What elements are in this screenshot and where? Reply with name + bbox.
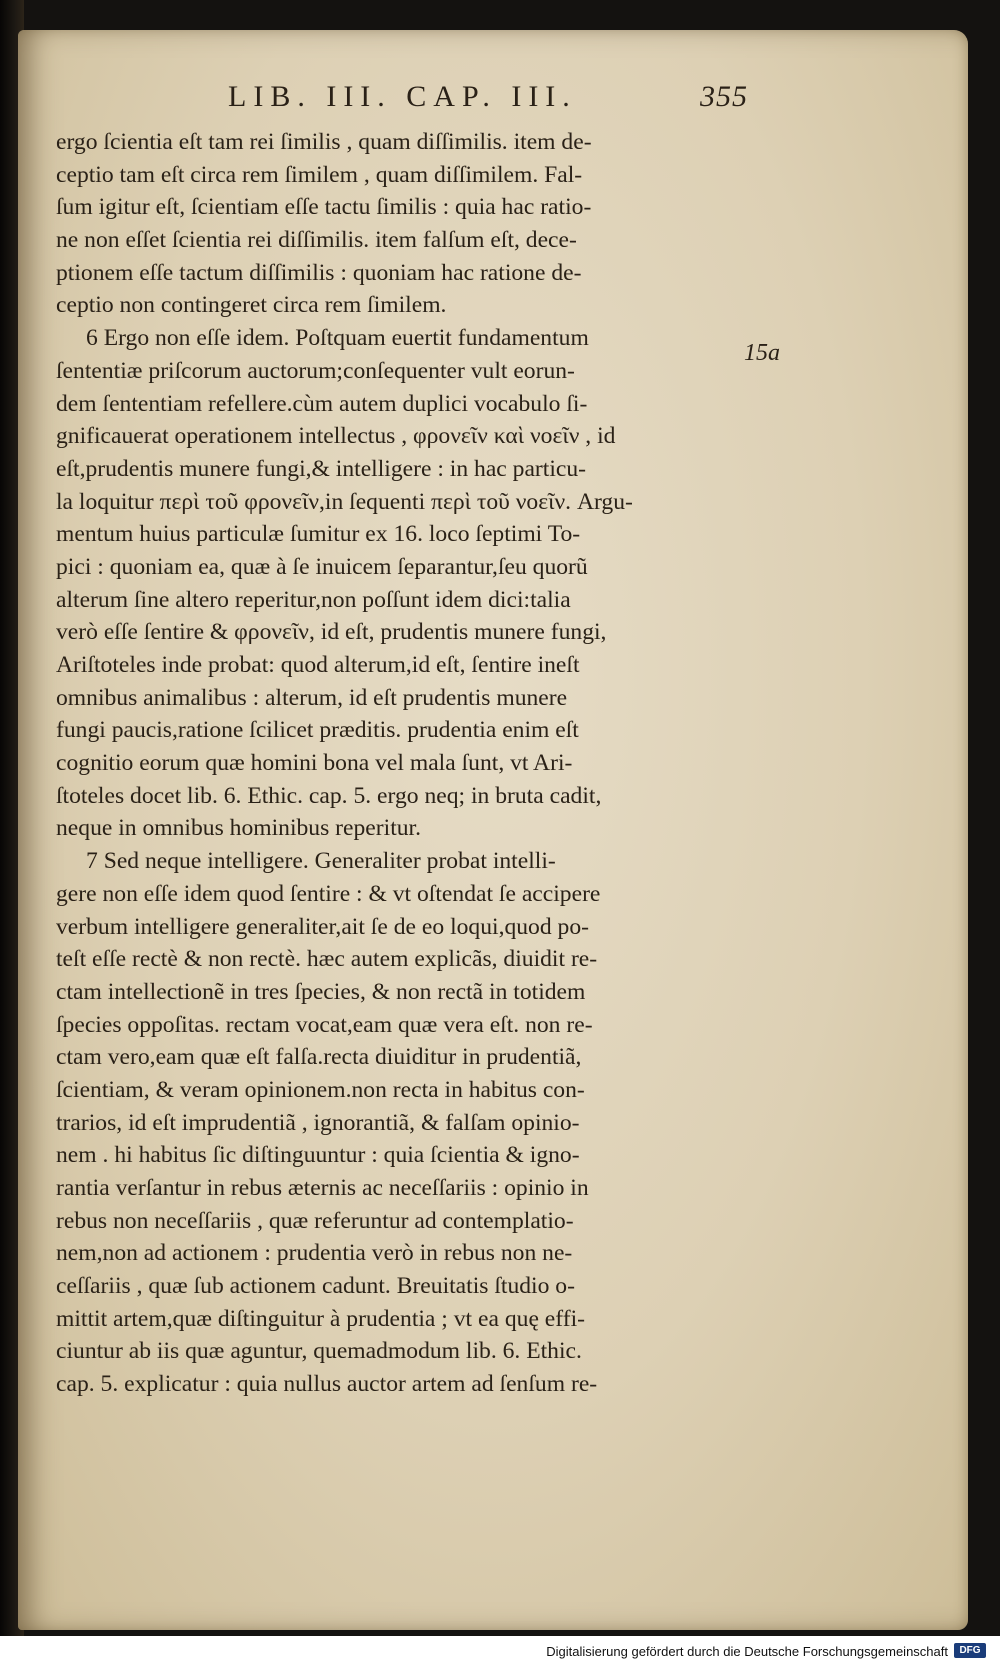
text-line: ciuntur ab iis quæ aguntur, quemadmodum lib. 6. Ethic. bbox=[56, 1338, 582, 1365]
text-line: la loquitur περὶ τοῦ φρονεῖν,in ſequenti περὶ τοῦ νοεῖν. Argu- bbox=[56, 488, 633, 515]
text-line: alterum ſine altero reperitur,non poſſunt idem dici:talia bbox=[56, 586, 571, 613]
text-line: verbum intelligere generaliter,ait ſe de eo loqui,quod po- bbox=[56, 913, 590, 940]
dfg-logo: DFG bbox=[954, 1643, 986, 1658]
text-line: teſt eſſe rectè & non rectè. hæc autem explicãs, diuidit re- bbox=[56, 946, 598, 973]
funding-credit: Digitalisierung gefördert durch die Deutsche Forschungsgemeinschaft bbox=[546, 1644, 948, 1659]
text-line: Ariſtoteles inde probat: quod alterum,id eſt, ſentire ineſt bbox=[56, 652, 580, 678]
text-line: neque in omnibus hominibus reperitur. bbox=[56, 815, 422, 842]
text-line: dem ſententiam refellere.cùm autem duplici vocabulo ſi- bbox=[56, 390, 588, 417]
text-line: mittit artem,quæ diſtinguitur à prudentia ; vt ea quę effi- bbox=[56, 1305, 585, 1332]
text-line: nem,non ad actionem : prudentia verò in rebus non ne- bbox=[56, 1240, 573, 1267]
text-line: ctam intellectionẽ in tres ſpecies, & non rectã in totidem bbox=[56, 978, 586, 1005]
text-line: ſententiæ priſcorum auctorum;conſequenter vult eorun- bbox=[56, 357, 575, 384]
running-head: LIB. III. CAP. III. bbox=[228, 80, 577, 113]
text-line: ſcientiam, & veram opinionem.non recta in habitus con- bbox=[56, 1076, 585, 1103]
text-line: ſum igitur eſt, ſcientiam eſſe tactu ſimilis : quia hac ratio- bbox=[56, 194, 592, 221]
text-line-section-start: 6 Ergo non eſſe idem. Poſtquam euertit fundamentum bbox=[86, 325, 589, 352]
page-number: 355 bbox=[700, 80, 748, 113]
running-header bbox=[228, 80, 748, 114]
text-line: fungi paucis,ratione ſcilicet præditis. prudentia enim eſt bbox=[56, 717, 579, 744]
text-line: pici : quoniam ea, quæ à ſe inuicem ſeparantur,ſeu quorũ bbox=[56, 553, 588, 580]
text-line: ne non eſſet ſcientia rei diſſimilis. item falſum eſt, dece- bbox=[56, 227, 577, 254]
text-line: ſtoteles docet lib. 6. Ethic. cap. 5. ergo neq; in bruta cadit, bbox=[56, 782, 602, 809]
text-line: ergo ſcientia eſt tam rei ſimilis , quam diſſimilis. item de- bbox=[56, 129, 592, 155]
text-line: trarios, id eſt imprudentiã , ignorantiã, & falſam opinio- bbox=[56, 1109, 580, 1136]
text-line: ceptio tam eſt circa rem ſimilem , quam diſſimilem. Fal- bbox=[56, 161, 583, 188]
text-line: nem . hi habitus ſic diſtinguuntur : quia ſcientia & igno- bbox=[56, 1142, 580, 1169]
text-line-section-start: 7 Sed neque intelligere. Generaliter probat intelli- bbox=[86, 848, 556, 875]
text-line: ſpecies oppoſitas. rectam vocat,eam quæ vera eſt. non re- bbox=[56, 1011, 593, 1038]
text-line: verò eſſe ſentire & φρονεῖν, id eſt, prudentis munere fungi, bbox=[56, 619, 607, 646]
text-line: rantia verſantur in rebus æternis ac neceſſariis : opinio in bbox=[56, 1175, 589, 1201]
text-line: rebus non neceſſariis , quæ referuntur ad contemplatio- bbox=[56, 1207, 574, 1234]
text-line: eſt,prudentis munere fungi,& intelligere : in hac particu- bbox=[56, 455, 587, 482]
text-line: mentum huius particulæ ſumitur ex 16. loco ſeptimi To- bbox=[56, 521, 581, 548]
text-line: gnificauerat operationem intellectus , φρονεῖν καὶ νοεῖν , id bbox=[56, 423, 616, 450]
text-line: omnibus animalibus : alterum, id eſt prudentis munere bbox=[56, 684, 568, 711]
book-page bbox=[18, 30, 968, 1630]
text-line: cap. 5. explicatur : quia nullus auctor artem ad ſenſum re- bbox=[56, 1371, 598, 1398]
text-line: cognitio eorum quæ homini bona vel mala ſunt, vt Ari- bbox=[56, 750, 573, 777]
text-line: ptionem eſſe tactum diſſimilis : quoniam hac ratione de- bbox=[56, 259, 582, 286]
margin-note: 15a bbox=[744, 340, 780, 366]
body-text bbox=[56, 126, 701, 1401]
text-line: ctam vero,eam quæ eſt falſa.recta diuiditur in prudentiã, bbox=[56, 1044, 582, 1071]
text-line: ceſſariis , quæ ſub actionem cadunt. Breuitatis ſtudio o- bbox=[56, 1273, 575, 1300]
digitization-footer bbox=[0, 1636, 1000, 1667]
text-line: ceptio non contingeret circa rem ſimilem. bbox=[56, 292, 447, 319]
text-line: gere non eſſe idem quod ſentire : & vt oſtendat ſe accipere bbox=[56, 880, 601, 907]
